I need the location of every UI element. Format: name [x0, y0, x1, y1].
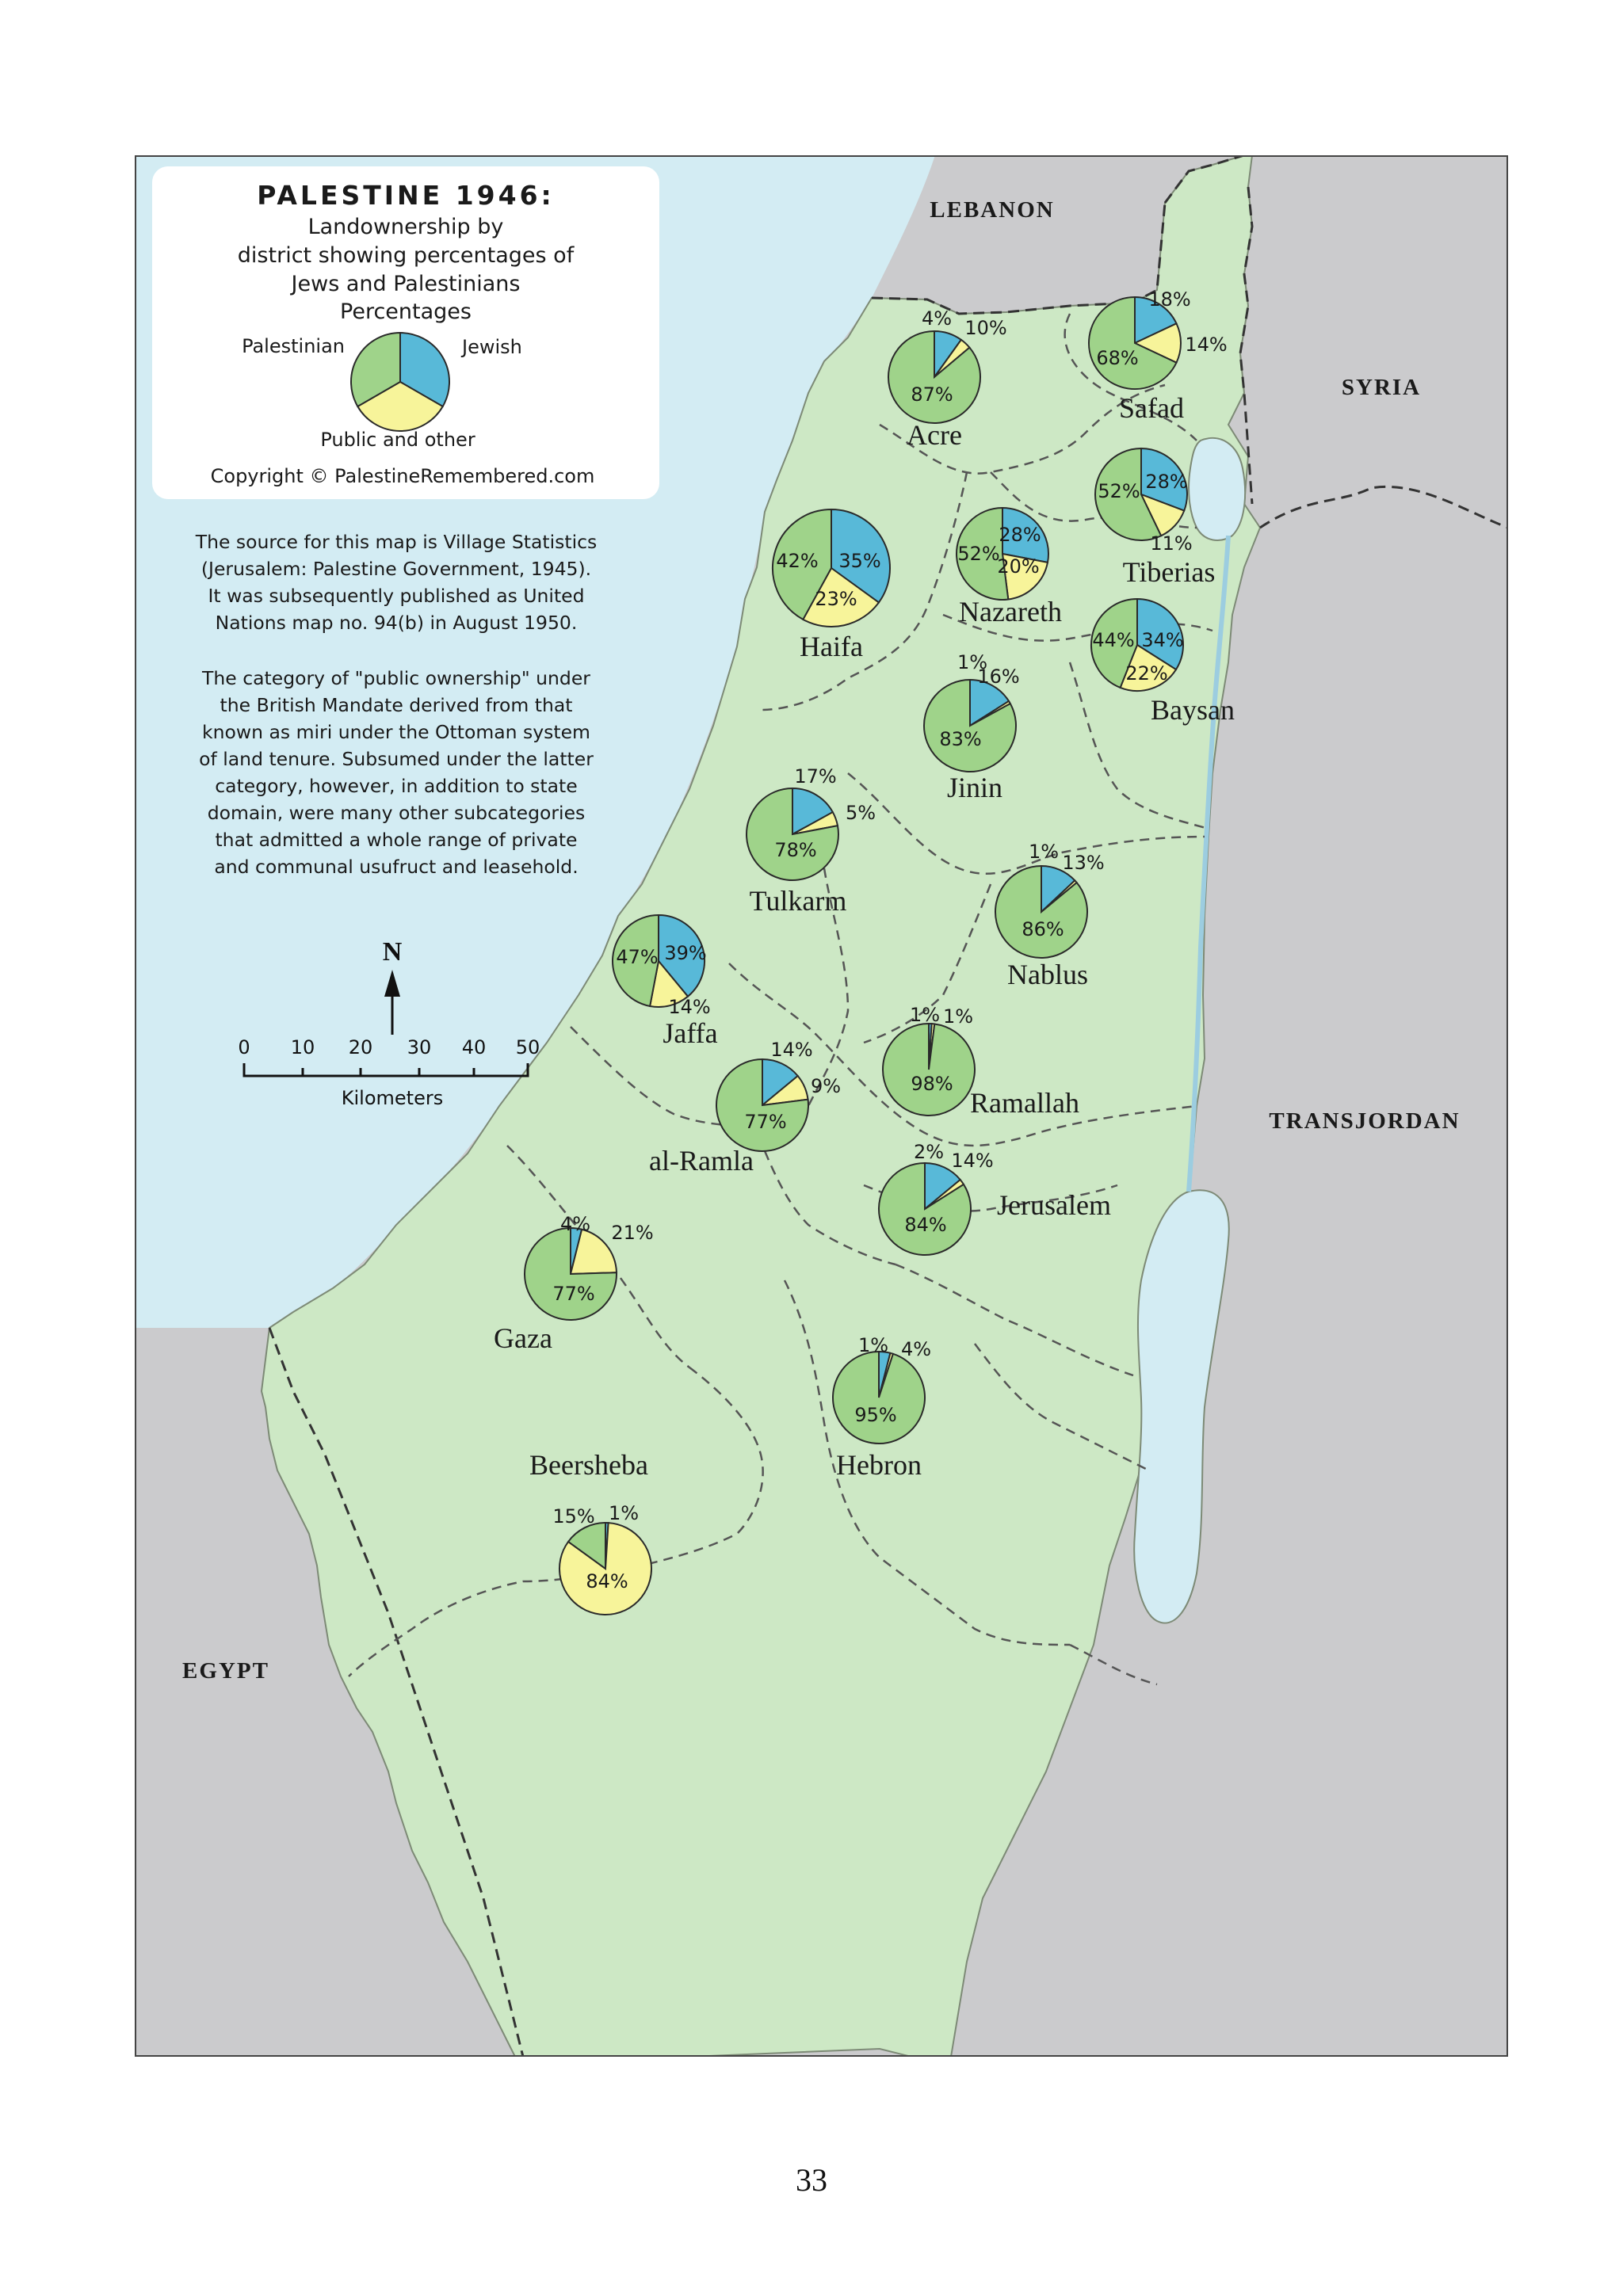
category-line-1: The category of "public ownership" under — [202, 667, 590, 689]
pct-label-gaza-public: 21% — [611, 1222, 654, 1244]
pct-label-hebron-palestinian: 95% — [854, 1404, 897, 1426]
pie-ramallah-palestinian-slice — [883, 1024, 975, 1116]
north-label: N — [382, 937, 403, 967]
pct-label-safad-jewish: 18% — [1148, 288, 1191, 311]
district-name-nazareth: Nazareth — [959, 596, 1062, 627]
pct-label-haifa-palestinian: 42% — [776, 550, 819, 572]
legend-box — [152, 166, 659, 499]
district-name-baysan: Baysan — [1151, 694, 1235, 726]
pct-label-jaffa-palestinian: 47% — [616, 946, 659, 968]
subtitle-line-1: Landownership by — [307, 215, 504, 239]
category-line-6: domain, were many other subcategories — [207, 802, 586, 824]
scale-tick-0: 0 — [238, 1036, 250, 1058]
pie-jerusalem — [879, 1163, 971, 1255]
pct-label-jaffa-jewish: 39% — [664, 942, 707, 964]
district-name-al-ramla: al-Ramla — [649, 1145, 754, 1177]
page-number: 33 — [796, 2162, 827, 2198]
pie-nablus — [995, 866, 1087, 958]
pie-beersheba — [559, 1523, 651, 1615]
legend-palestinian-label: Palestinian — [242, 335, 345, 357]
pie-ramallah — [883, 1024, 975, 1116]
pct-label-jerusalem-palestinian: 84% — [904, 1214, 947, 1236]
country-label-syria: SYRIA — [1341, 375, 1422, 400]
subtitle-line-3: Jews and Palestinians — [291, 272, 521, 296]
pct-label-al-ramla-palestinian: 77% — [744, 1111, 787, 1133]
category-line-7: that admitted a whole range of private — [215, 829, 578, 851]
district-name-jinin: Jinin — [946, 772, 1003, 803]
pct-label-tulkarm-jewish: 17% — [794, 765, 837, 788]
source-line-3: It was subsequently published as United — [208, 585, 585, 607]
pct-label-acre-palestinian: 87% — [911, 383, 953, 406]
pct-label-ramallah-palestinian: 98% — [911, 1073, 953, 1095]
source-line-2: (Jerusalem: Palestine Government, 1945). — [200, 558, 592, 580]
scale-tick-30: 30 — [407, 1036, 432, 1058]
landownership-map — [135, 155, 1508, 2057]
pct-label-tiberias-palestinian: 52% — [1098, 480, 1140, 502]
pct-label-jerusalem-jewish: 14% — [951, 1150, 994, 1172]
scale-tick-40: 40 — [461, 1036, 487, 1058]
pct-label-beersheba-public: 84% — [586, 1570, 628, 1592]
pct-label-ramallah-public: 1% — [909, 1004, 941, 1026]
pie-al-ramla — [716, 1059, 808, 1151]
country-label-transjordan: TRANSJORDAN — [1269, 1108, 1461, 1134]
category-line-8: and communal usufruct and leasehold. — [214, 856, 579, 878]
category-line-2: the British Mandate derived from that — [220, 694, 573, 716]
pct-label-jaffa-public: 14% — [668, 996, 711, 1018]
pct-label-al-ramla-jewish: 14% — [770, 1039, 813, 1061]
pct-label-tiberias-public: 11% — [1150, 532, 1193, 555]
pct-label-jinin-public: 1% — [957, 651, 988, 673]
pct-label-nazareth-public: 20% — [997, 555, 1040, 578]
district-name-jaffa: Jaffa — [663, 1017, 718, 1049]
pie-safad — [1089, 297, 1181, 389]
scale-tick-10: 10 — [290, 1036, 315, 1058]
district-name-haifa: Haifa — [800, 631, 863, 662]
district-name-hebron: Hebron — [836, 1449, 922, 1481]
pct-label-ramallah-jewish: 1% — [942, 1005, 974, 1028]
pct-label-baysan-jewish: 34% — [1141, 629, 1184, 651]
pct-label-gaza-palestinian: 77% — [552, 1283, 595, 1305]
pct-label-nablus-palestinian: 86% — [1022, 918, 1064, 940]
legend-jewish-label: Jewish — [462, 336, 522, 358]
pct-label-haifa-jewish: 35% — [838, 550, 881, 572]
pct-label-baysan-public: 22% — [1125, 662, 1168, 685]
district-name-acre: Acre — [907, 419, 962, 451]
pct-label-acre-public: 4% — [921, 307, 953, 330]
district-name-jerusalem: Jerusalem — [997, 1189, 1111, 1221]
category-line-4: of land tenure. Subsumed under the latter — [199, 748, 594, 770]
copyright-text: Copyright © PalestineRemembered.com — [210, 465, 595, 487]
district-name-ramallah: Ramallah — [970, 1087, 1079, 1119]
district-name-nablus: Nablus — [1007, 959, 1088, 990]
pct-label-hebron-jewish: 4% — [900, 1338, 932, 1360]
district-name-safad: Safad — [1119, 392, 1184, 424]
pie-acre — [888, 331, 980, 423]
scale-tick-50: 50 — [515, 1036, 540, 1058]
pct-label-tiberias-jewish: 28% — [1145, 471, 1188, 493]
map-title: PALESTINE 1946: — [257, 180, 555, 211]
district-name-beersheba: Beersheba — [529, 1449, 648, 1481]
pct-label-haifa-public: 23% — [815, 588, 857, 610]
pct-label-baysan-palestinian: 44% — [1092, 629, 1135, 651]
country-label-egypt: EGYPT — [182, 1658, 269, 1684]
district-name-tiberias: Tiberias — [1122, 556, 1216, 588]
pct-label-nazareth-jewish: 28% — [999, 524, 1041, 546]
sea-of-galilee — [1189, 438, 1245, 540]
pct-label-tulkarm-public: 5% — [845, 802, 876, 824]
pie-jinin — [924, 680, 1016, 772]
pct-label-safad-public: 14% — [1185, 334, 1228, 356]
pct-label-gaza-jewish: 4% — [559, 1213, 591, 1235]
pct-label-safad-palestinian: 68% — [1096, 347, 1139, 369]
pct-label-jerusalem-public: 2% — [913, 1141, 945, 1163]
legend-pie — [351, 333, 449, 431]
district-name-gaza: Gaza — [494, 1322, 552, 1354]
subtitle-line-4: Percentages — [340, 299, 472, 324]
source-line-1: The source for this map is Village Statistics — [195, 531, 598, 553]
pct-label-al-ramla-public: 9% — [810, 1075, 842, 1097]
category-line-5: category, however, in addition to state — [215, 775, 578, 797]
pct-label-beersheba-palestinian: 15% — [552, 1505, 595, 1527]
pct-label-beersheba-jewish: 1% — [608, 1502, 640, 1524]
category-line-3: known as miri under the Ottoman system — [202, 721, 590, 743]
pie-hebron — [833, 1352, 925, 1444]
pct-label-acre-jewish: 10% — [964, 317, 1007, 339]
pct-label-nazareth-palestinian: 52% — [957, 543, 1000, 565]
pie-gaza — [525, 1228, 617, 1320]
pie-tulkarm — [747, 788, 838, 880]
legend-public-label: Public and other — [320, 429, 475, 451]
pie-hebron-palestinian-slice — [833, 1352, 925, 1444]
pct-label-nablus-jewish: 13% — [1062, 852, 1105, 874]
pct-label-jinin-jewish: 16% — [977, 666, 1020, 688]
pct-label-nablus-public: 1% — [1028, 841, 1060, 863]
scale-tick-20: 20 — [348, 1036, 373, 1058]
pct-label-hebron-public: 1% — [857, 1334, 889, 1356]
district-name-tulkarm: Tulkarm — [749, 885, 847, 917]
country-label-lebanon: LEBANON — [930, 197, 1055, 223]
subtitle-line-2: district showing percentages of — [237, 243, 575, 268]
pct-label-tulkarm-palestinian: 78% — [774, 839, 817, 861]
source-line-4: Nations map no. 94(b) in August 1950. — [215, 612, 578, 634]
scale-unit-label: Kilometers — [341, 1087, 444, 1109]
pct-label-jinin-palestinian: 83% — [939, 728, 982, 750]
